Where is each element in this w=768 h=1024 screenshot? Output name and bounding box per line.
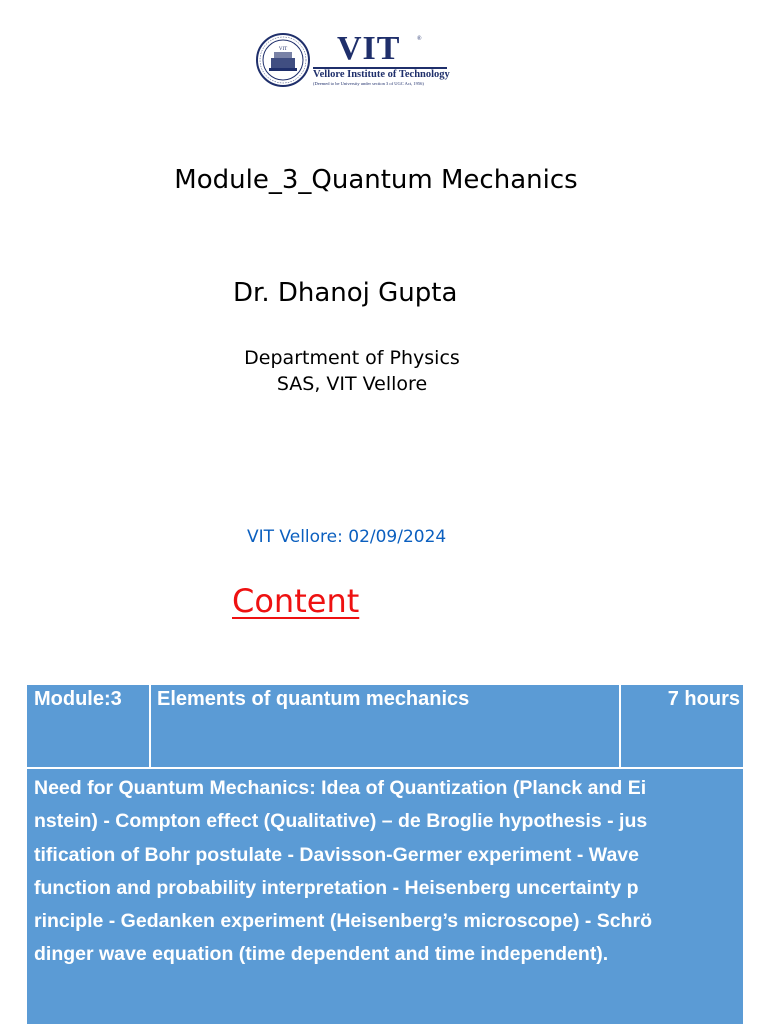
description-line: tification of Bohr postulate - Davisson-Germer experiment - Wave [34, 843, 639, 866]
syllabus-table [27, 685, 743, 1024]
svg-text:VIT: VIT [278, 47, 288, 52]
description-line: dinger wave equation (time dependent and time independent). [34, 943, 609, 966]
department-line-1: Department of Physics [244, 347, 460, 369]
logo-brand: VIT [337, 30, 401, 67]
description-line: Need for Quantum Mechanics: Idea of Quantization (Planck and Ei [34, 777, 647, 799]
page-title: Module_3_Quantum Mechanics [174, 165, 578, 195]
description-line: function and probability interpretation - Heisenberg uncertainty p [34, 876, 639, 899]
vit-logo [255, 30, 450, 90]
date-line: VIT Vellore: 02/09/2024 [247, 527, 447, 547]
table-divider [27, 767, 743, 769]
module-topic-cell: Elements of quantum mechanics [157, 688, 470, 710]
author-name: Dr. Dhanoj Gupta [233, 278, 458, 308]
logo-institute-name: Vellore Institute of Technology [313, 69, 450, 80]
module-description-cell [34, 772, 740, 972]
logo-registered-mark: ® [417, 36, 422, 42]
logo-deemed-text: (Deemed to be University under section 3 of UGC Act, 1956) [313, 81, 424, 86]
module-hours-cell: 7 hours [667, 688, 740, 710]
description-line: rinciple - Gedanken experiment (Heisenberg’s microscope) - Schrö [34, 910, 653, 933]
module-number-cell: Module:3 [34, 688, 122, 710]
department-line-2: SAS, VIT Vellore [276, 373, 428, 395]
university-seal-icon [255, 32, 311, 88]
content-heading: Content [232, 582, 360, 620]
description-line: nstein) - Compton effect (Qualitative) – de Broglie hypothesis - jus [34, 810, 648, 833]
